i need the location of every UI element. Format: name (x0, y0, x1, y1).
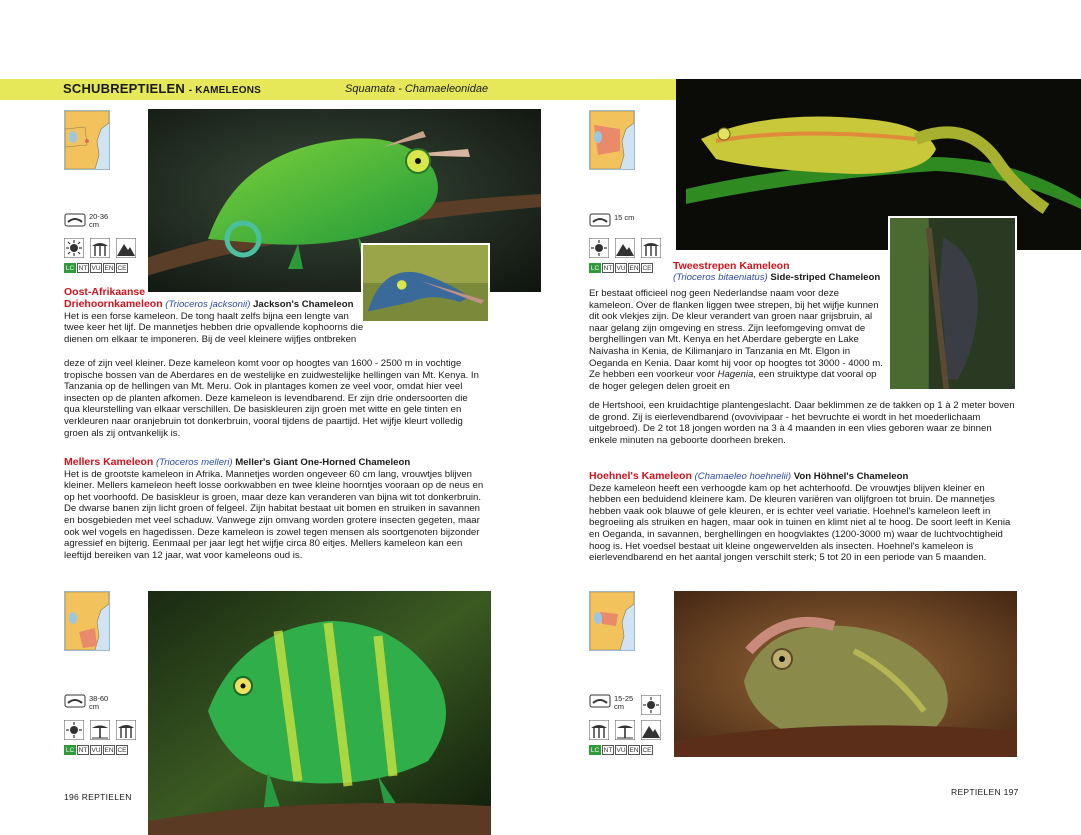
iucn-lc: LC (590, 265, 600, 272)
iucn-status-side-striped (589, 263, 653, 273)
species-title-block-side-striped (673, 260, 885, 284)
forest-icon (589, 720, 609, 740)
iucn-en: EN (629, 747, 639, 754)
iucn-nt: NT (603, 747, 613, 754)
range-map-side-striped (589, 110, 635, 170)
iucn-vu: VU (616, 265, 626, 272)
iucn-en: EN (629, 265, 639, 272)
species-scientific-hoehnel: (Chamaeleo hoehnelii) (694, 471, 792, 482)
mountain-icon (641, 720, 661, 740)
iucn-en: EN (104, 747, 114, 754)
iucn-lc: LC (65, 265, 75, 272)
species-scientific-side-striped: (Trioceros bitaeniatus) (673, 272, 768, 283)
section-title (63, 81, 261, 96)
iucn-vu: VU (91, 747, 101, 754)
photo-jackson-inset (361, 243, 490, 323)
forest-icon (90, 238, 110, 258)
species-block-meller (64, 456, 490, 561)
iucn-status-hoehnel (589, 745, 653, 755)
species-english-hoehnel: Von Höhnel's Chameleon (793, 471, 909, 482)
species-body-jackson-top: Het is een forse kameleon. De tong haalt zelfs bijna een lengte van twee keer het lijf. De mannetjes hebben drie opvallende kophoorns die dienen om elkaar te imponeren. Bij de veel kleinere wijfjes ontbreken (64, 310, 364, 345)
species-body-side-striped-hagenia: Hagenia (717, 369, 754, 381)
forest-icon (641, 238, 661, 258)
iucn-status-meller (64, 745, 128, 755)
photo-meller-chameleon (148, 591, 491, 835)
page-footer-left: 196 REPTIELEN (64, 792, 132, 802)
size-value-hoehnel: 15-25 cm (614, 694, 634, 711)
iucn-status-jackson (64, 263, 128, 273)
species-scientific-jackson: (Trioceros jacksonii) (165, 299, 251, 310)
iucn-nt: NT (603, 265, 613, 272)
iucn-ce: CE (642, 265, 652, 272)
section-scientific-name: Squamata - Chamaeleonidae (345, 83, 489, 95)
iucn-en: EN (104, 265, 114, 272)
size-ruler-icon (589, 213, 611, 227)
size-value-jackson: 20-36 cm (89, 212, 109, 229)
species-body-side-striped-top (589, 288, 885, 392)
range-map-hoehnel (589, 591, 635, 651)
species-english-side-striped: Side-striped Chameleon (770, 272, 881, 283)
mountain-icon (116, 238, 136, 258)
iucn-vu: VU (616, 747, 626, 754)
species-body-jackson: deze of zijn veel kleiner. Deze kameleon komt voor op hoogtes van 1600 - 2500 m in vochtige tropische bossen van de Aberdares en de westelijke en zuidwestelijke hellingen van Mt. Kenya. In Tanzania op de hellingen van Mt. Meru. Ook in plantages komen ze veel voor, omdat hier veel insecten op de planten afkomen. Deze kameleon is levendbarend. Er zijn drie ondersoorten die qua kleurstelling van elkaar verschillen. De basiskleuren zijn groen met witte en gele tinten en verkleuren naar oranjebruin tot donkerbruin, vooral tijdens de paartijd. Het wijfje kleurt volledig groen als zij ontvankelijk is. (64, 358, 479, 439)
mountain-icon (615, 238, 635, 258)
species-body-side-striped-part1: Er bestaat officieel nog geen Nederlandse naam voor deze kameleon. Over de flanken liggen twee strepen, bij het wijfje kunnen dit ook vlekjes zijn. De kleur verandert van groen naar grijsbruin, al naar gelang zijn omgeving en stress. Zijn leefomgeving omvat de berghellingen van Mt. Kenya en het Aberdare gebergte en Lake Naivasha in Kenia, de Kilimanjaro in Tanzania en Mt. Elgon in Oeganda en Kenia. Daar komt hij voor op hoogtes tot 3000 - 4000 m. Ze hebben een voorkeur voor (589, 288, 883, 381)
species-body-side-striped: de Hertshooi, een kruidachtige plantengeslacht. Daar beklimmen ze de takken op 1 à 2 meter boven de grond. Zij is eierlevendbarend (ovovivipaar - het bevruchte ei wordt in het moederlichaam uitgebroed). De 2 tot 18 jongen worden na 3 à 4 maanden in een vlies geboren waar ze binnen enkele minuten na geboorte doorheen breken. (589, 400, 1015, 446)
section-group: SCHUBREPTIELEN (63, 81, 185, 96)
iucn-nt: NT (78, 747, 88, 754)
iucn-lc: LC (65, 747, 75, 754)
section-header-band (0, 79, 676, 100)
sun-icon (589, 238, 609, 258)
range-map-jackson (64, 110, 110, 170)
sun-icon (641, 695, 661, 715)
iucn-ce: CE (642, 747, 652, 754)
section-subgroup: - KAMELEONS (188, 85, 261, 96)
map-icon (590, 592, 634, 650)
forest-icon (116, 720, 136, 740)
species-title-side-striped: Tweestrepen Kameleon (673, 260, 790, 272)
species-title-jackson-line2: Driehoornkameleon (64, 298, 163, 310)
species-body-hoehnel: Deze kameleon heeft een verhoogde kam op het achterhoofd. De vrouwtjes blijven kleiner en hebben een beduidend kleinere kam. De kleuren variëren van olijfgroen tot bruin. De mannetjes hebben vaak ook blauwe of gele kleuren, er is echter veel variatie. Hoehnel's kameleon leeft in begroeiing als struiken en hagen, maar ook in tuinen en klimt niet al te hoog. De soort leeft in Kenia en Oeganda, in savannen, berghellingen en hoogvlaktes (1200-3000 m) waar de luchtvochtigheid hoog is. Het voedsel bestaat uit kleine ongewervelden als insecten. Hoehnel's kameleon is eierlevendbarend en het aantal jongen verschilt sterk; 5 tot 20 in een periode van 5 maanden. (589, 482, 1011, 564)
iucn-nt: NT (78, 265, 88, 272)
species-body-side-striped-part2: , een struiktype dat vooral op de hoger gelegen delen groeit en (589, 369, 877, 392)
species-body-meller: Het is de grootste kameleon in Afrika. Mannetjes worden ongeveer 60 cm lang, vrouwtjes blijven kleiner. Mellers kameleon heeft losse oorkwabben en twee kleine hoorntjes vooraan op de neus en op het voorhoofd. De basiskleur is groen, maar deze kan veranderen van bijna wit tot donkerbruin. De dwarse banen zijn licht groen of felgeel. Zijn habitat bestaat uit bomen en struiken in savannen en bosgebieden met veel schaduw. Vanwege zijn omvang worden grotere insecten gegeten, maar ook wel vogels en hagedissen. Deze kameleon is zowel tegen mensen als soortgenoten bijzonder agressief en bijterig. Eenmaal per jaar legt het wijfje circa 80 eitjes. Mellers kameleon kan een leeftijd bereiken van 12 jaar, wat voor kameleons oud is. (64, 468, 484, 561)
size-value-meller: 38-60 cm (89, 694, 109, 711)
iucn-ce: CE (117, 747, 127, 754)
iucn-lc: LC (590, 747, 600, 754)
size-ruler-icon (64, 213, 86, 227)
species-title-hoehnel: Hoehnel's Kameleon (589, 470, 692, 482)
savanna-tree-icon (615, 720, 635, 740)
sun-icon (64, 720, 84, 740)
species-title-meller: Mellers Kameleon (64, 456, 154, 468)
species-block-hoehnel (589, 470, 1015, 564)
map-icon (65, 111, 109, 169)
species-title-jackson-line1: Oost-Afrikaanse (64, 286, 146, 298)
species-english-meller: Meller's Giant One-Horned Chameleon (235, 457, 411, 468)
page-footer-right: REPTIELEN 197 (951, 787, 1019, 797)
photo-hoehnel-chameleon (674, 591, 1017, 757)
map-icon (590, 111, 634, 169)
map-icon (65, 592, 109, 650)
range-map-meller (64, 591, 110, 651)
species-block-jackson (64, 286, 364, 345)
size-value-side-striped: 15 cm (614, 213, 635, 222)
savanna-tree-icon (90, 720, 110, 740)
iucn-vu: VU (91, 265, 101, 272)
photo-side-striped-chameleon (676, 79, 1081, 250)
size-ruler-icon (64, 694, 86, 708)
iucn-ce: CE (117, 265, 127, 272)
species-english-jackson: Jackson's Chameleon (253, 299, 354, 310)
sun-icon (64, 238, 84, 258)
species-scientific-meller: (Trioceros melleri) (155, 457, 233, 468)
photo-side-striped-inset (888, 216, 1017, 391)
size-ruler-icon (589, 694, 611, 708)
